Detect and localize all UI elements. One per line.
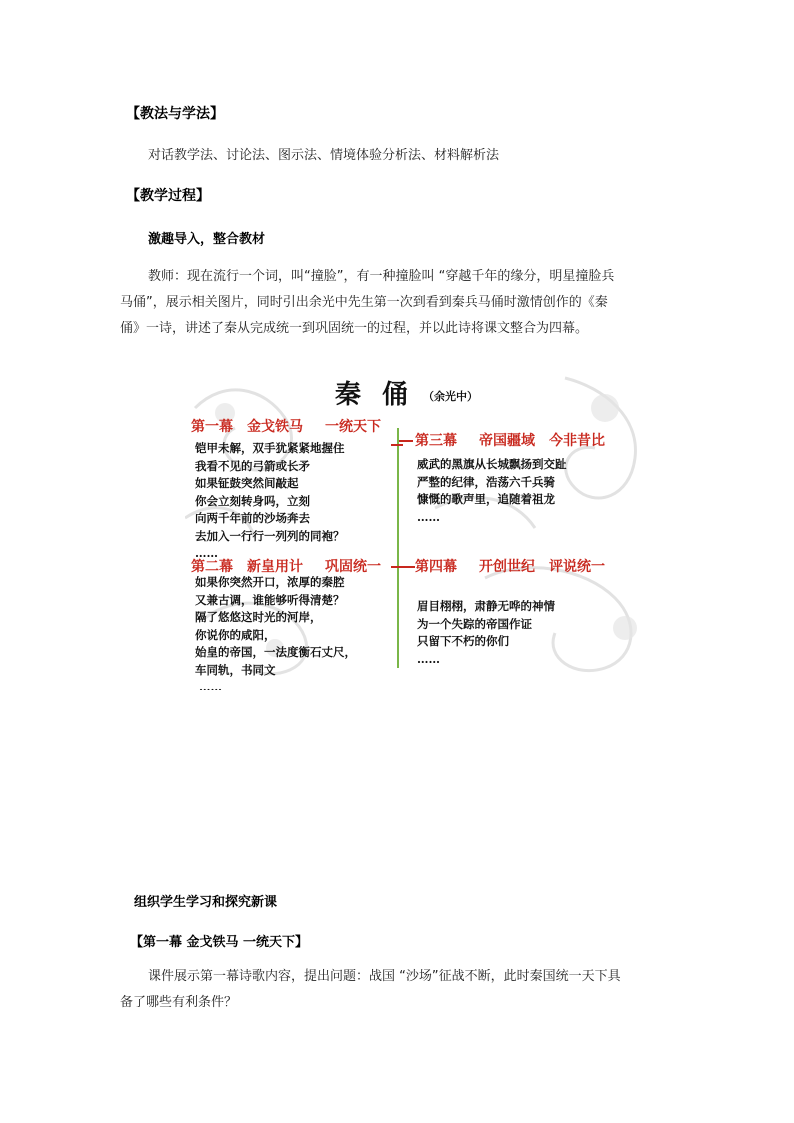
verse-line: ……	[195, 546, 218, 560]
act4-connector	[391, 566, 415, 568]
verse-line: ……	[417, 509, 440, 524]
act1-name: 金戈铁马	[247, 419, 303, 435]
act2-title	[191, 556, 381, 576]
verse-line: 铠甲未解，双手犹紧紧地握住	[195, 441, 345, 455]
verse-line: 为一个失踪的帝国作证	[417, 616, 532, 631]
act3-name: 帝国疆域	[479, 433, 535, 449]
study-paragraph	[120, 964, 621, 1016]
intro-subheading: 激趣导入，整合教材	[148, 232, 266, 247]
verse-line: 我看不见的弓箭或长矛	[195, 458, 310, 473]
act3-theme: 今非昔比	[549, 433, 605, 449]
verse-line: 如果你突然开口，浓厚的秦腔	[195, 575, 345, 589]
act2-label: 第二幕	[191, 559, 233, 575]
act2-verse	[195, 574, 356, 690]
study-line: 备了哪些有利条件？	[120, 995, 238, 1010]
process-heading: 【教学过程】	[126, 188, 210, 204]
act4-verse	[417, 598, 555, 668]
study-line: 课件展示第一幕诗歌内容，提出问题：战国 “沙场”征战不断，此时秦国统一天下具	[148, 969, 621, 984]
verse-line: 你说你的咸阳，	[195, 627, 276, 642]
act4-theme: 评说统一	[549, 559, 605, 575]
act1-verse	[195, 440, 345, 563]
poem-figure	[185, 368, 653, 690]
methods-text: 对话教学法、讨论法、图示法、情境体验分析法、材料解析法	[148, 148, 500, 163]
act1-title	[191, 416, 381, 436]
methods-heading: 【教法与学法】	[126, 106, 224, 122]
act4-label: 第四幕	[415, 559, 457, 575]
poem-title: 秦 俑	[335, 380, 415, 410]
verse-line: 向两千年前的沙场奔去	[195, 511, 310, 525]
act1-label: 第一幕	[191, 419, 233, 435]
verse-line: 车同轨，书同文	[195, 662, 276, 677]
verse-line: 只留下不朽的你们	[417, 634, 509, 648]
verse-line: 慷慨的歌声里，追随着祖龙	[417, 492, 555, 506]
act1-connector	[391, 444, 403, 446]
act1-section-heading: 【第一幕 金戈铁马 一统天下】	[130, 935, 309, 950]
act1-theme: 一统天下	[325, 419, 381, 435]
verse-line: ……	[199, 680, 222, 690]
act3-connector	[399, 440, 413, 442]
act4-name: 开创世纪	[479, 559, 535, 575]
verse-line: 去加入一行行一列列的同袍？	[195, 528, 345, 543]
verse-line: 如果钲鼓突然间敲起	[195, 476, 299, 490]
verse-line: 始皇的帝国，一法度衡石丈尺，	[195, 645, 356, 659]
intro-paragraph	[120, 264, 615, 342]
verse-line: 威武的黑旗从长城飘扬到交趾	[417, 457, 567, 471]
verse-line: ……	[417, 651, 440, 666]
act3-label: 第三幕	[415, 433, 457, 449]
verse-line: 又兼古调，谁能够听得清楚？	[195, 592, 345, 607]
verse-line: 严整的纪律，浩荡六千兵骑	[417, 474, 555, 489]
intro-line: 马俑”，展示相关图片，同时引出余光中先生第一次到看到秦兵马俑时激情创作的《秦	[120, 295, 608, 310]
verse-line: 隔了悠悠这时光的河岸，	[195, 610, 322, 624]
act4-title	[415, 556, 605, 576]
act2-name: 新皇用计	[247, 559, 303, 575]
intro-line: 俑》一诗，讲述了秦从完成统一到巩固统一的过程，并以此诗将课文整合为四幕。	[120, 321, 589, 336]
poem-author: （余光中）	[423, 390, 478, 403]
intro-line: 教师：现在流行一个词，叫“撞脸”，有一种撞脸叫 “穿越千年的缘分，明星撞脸兵	[148, 269, 615, 284]
verse-line: 眉目栩栩，肃静无哗的神情	[417, 599, 555, 613]
verse-line: 你会立刻转身吗，立刻	[195, 493, 310, 508]
study-subheading: 组织学生学习和探究新课	[134, 895, 278, 910]
act3-title	[415, 430, 605, 450]
act2-theme: 巩固统一	[325, 559, 381, 575]
center-divider	[397, 428, 399, 668]
act3-verse	[417, 456, 567, 526]
